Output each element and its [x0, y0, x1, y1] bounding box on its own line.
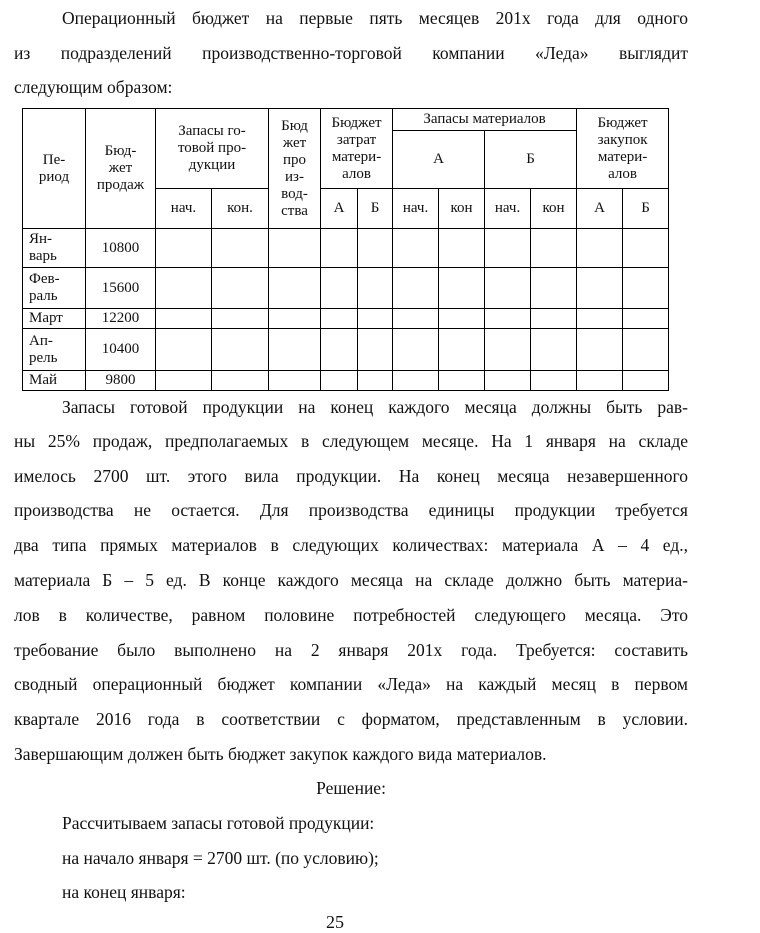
- subheader-a-end: кон: [439, 189, 485, 229]
- body-line-11: Завершающим должен быть бюджет закупок каждого вида материалов.: [14, 744, 547, 764]
- table-row: [23, 329, 709, 371]
- solution-line-1: Рассчитываем запасы готовой продукции:: [62, 813, 375, 833]
- header-materials-cost: Бюджет затрат матери- алов: [321, 109, 393, 189]
- solution-line-2: на начало января = 2700 шт. (по условию);: [62, 848, 379, 868]
- subheader-b-beg: нач.: [485, 189, 531, 229]
- body-line-3: имелось 2700 шт. этого вила продукции. На конец месяца незавершенного: [14, 466, 688, 486]
- period-cell: Май: [23, 371, 86, 391]
- sales-cell: 10400: [86, 329, 156, 371]
- body-line-7: лов в количестве, равном половине потребностей следующего месяца. Это: [14, 605, 688, 625]
- subheader-purchase-b: Б: [623, 189, 669, 229]
- body-line-9: сводный операционный бюджет компании «Леда» на каждый месяц в первом: [14, 674, 688, 694]
- header-purchases-budget: Бюджет закупок матери- алов: [577, 109, 669, 189]
- body-line-6: материала Б – 5 ед. В конце каждого месяца на складе должно быть материа-: [14, 570, 688, 590]
- body-line-8: требование было выполнено на 2 января 201х года. Требуется: составить: [14, 640, 688, 660]
- subheader-purchase-a: А: [577, 189, 623, 229]
- body-line-1: Запасы готовой продукции на конец каждого месяца должны быть рав-: [62, 397, 688, 417]
- period-cell: Ап- рель: [23, 329, 86, 371]
- subheader-b-end: кон: [531, 189, 577, 229]
- budget-table: [22, 108, 709, 391]
- table-row: [23, 229, 709, 268]
- header-materials-stock: Запасы материалов: [393, 109, 577, 131]
- page-number: 25: [326, 912, 344, 932]
- subheader-a-beg: нач.: [393, 189, 439, 229]
- body-line-4: производства не остается. Для производства единицы продукции требуется: [14, 500, 688, 520]
- solution-line-3: на конец января:: [62, 882, 186, 902]
- header-material-b: Б: [485, 131, 577, 189]
- sales-cell: 15600: [86, 268, 156, 309]
- period-cell: Март: [23, 309, 86, 329]
- solution-heading: Решение:: [316, 778, 386, 798]
- sales-cell: 10800: [86, 229, 156, 268]
- period-cell: Фев- раль: [23, 268, 86, 309]
- table-row: [23, 268, 709, 309]
- table-row: [23, 309, 709, 329]
- sales-cell: 9800: [86, 371, 156, 391]
- header-production-budget: Бюд жет про из- вод- ства: [269, 109, 321, 229]
- body-line-10: квартале 2016 года в соответствии с форматом, представленным в условии.: [14, 709, 688, 729]
- sales-cell: 12200: [86, 309, 156, 329]
- intro-line-1: Операционный бюджет на первые пять месяцев 201х года для одного: [62, 8, 688, 28]
- header-sales-budget: Бюд- жет продаж: [86, 109, 156, 229]
- header-period: Пе- риод: [23, 109, 86, 229]
- subheader-end: кон.: [212, 189, 269, 229]
- header-finished-stock: Запасы го- товой про- дукции: [156, 109, 269, 189]
- subheader-beg: нач.: [156, 189, 212, 229]
- body-line-5: два типа прямых материалов в следующих количествах: материала А – 4 ед.,: [14, 535, 688, 555]
- header-material-a: А: [393, 131, 485, 189]
- body-line-2: ны 25% продаж, предполагаемых в следующем месяце. На 1 января на складе: [14, 431, 688, 451]
- table-row: [23, 371, 709, 391]
- subheader-cost-a: А: [321, 189, 358, 229]
- subheader-cost-b: Б: [358, 189, 393, 229]
- intro-line-2: из подразделений производственно-торговой компании «Леда» выглядит: [14, 43, 688, 63]
- intro-line-3: следующим образом:: [14, 77, 173, 97]
- period-cell: Ян- варь: [23, 229, 86, 268]
